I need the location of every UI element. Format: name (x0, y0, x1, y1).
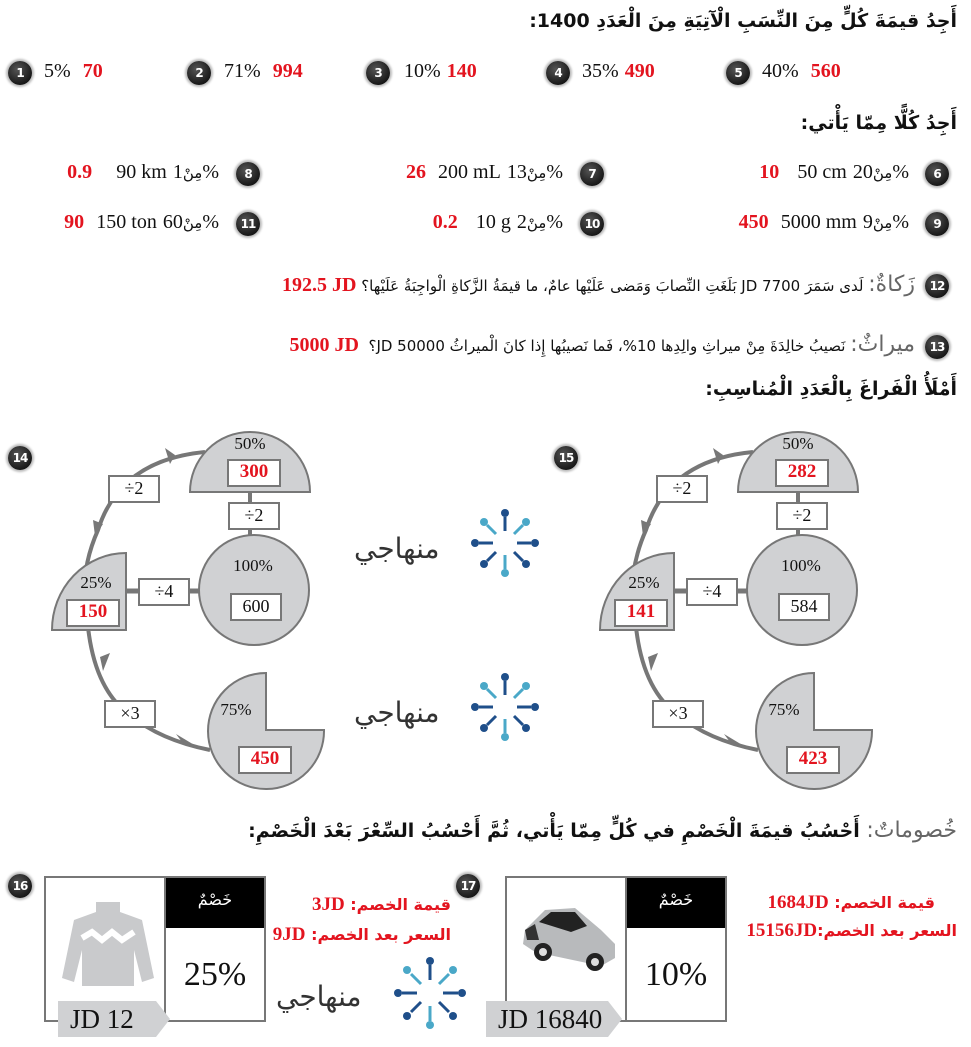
percent-value: 60% (162, 211, 219, 233)
operation-box: ÷2 (656, 475, 708, 503)
discount-value: 1684JD (767, 892, 829, 913)
problem-label: زَكاةٌ: (868, 272, 915, 297)
percent-value: 35% (582, 60, 619, 82)
of-word: مِنْ (182, 214, 203, 232)
problem-number-badge: 2 (187, 61, 211, 85)
answer-value: 560 (810, 60, 841, 82)
problem-8 (67, 161, 219, 184)
of-word: مِنْ (872, 164, 893, 182)
problem-number-badge: 3 (366, 61, 390, 85)
watermark-logo-icon (470, 672, 540, 742)
percent-value: 13% (506, 161, 563, 183)
percent-label-100: 100% (781, 556, 821, 575)
of-word: مِنْ (182, 164, 203, 182)
problem-number-badge: 10 (580, 212, 604, 236)
discount-percent: 10% (644, 956, 708, 993)
problem-number-badge: 4 (546, 61, 570, 85)
problem-11 (64, 211, 219, 234)
percent-label-50: 50% (234, 434, 266, 453)
discount-answers-16 (273, 894, 451, 946)
quantity: 50 cm (797, 161, 847, 183)
answer-value: 450 (738, 211, 769, 233)
problem-number-badge: 16 (8, 874, 32, 898)
operation-box: ×3 (652, 700, 704, 728)
answer-value: 490 (624, 60, 655, 82)
problem-number-badge: 15 (554, 446, 578, 470)
problem-number-badge: 5 (726, 61, 750, 85)
operation-box: ÷2 (776, 502, 828, 530)
answer-value: 5000 JD (289, 334, 359, 356)
problem-number-badge: 8 (236, 162, 260, 186)
discount-answers-17 (746, 892, 957, 942)
percent-label-50: 50% (782, 434, 814, 453)
percent-value: 40% (762, 60, 799, 82)
answer-box-25[interactable]: 141 (614, 599, 668, 627)
section2-heading: أَجِدُ كُلًّا مِمّا يَأْتي: (800, 112, 957, 134)
section4-heading (248, 818, 957, 843)
problem-text: لَدى سَمَرَ JD 7700 بَلَغَتِ النِّصابَ وَمَضى عَلَيْها عامٌ، ما قيمَةُ الزَّكاةِ الْواجِبَةُ عَلَيْها؟ (361, 277, 864, 295)
price-after-value: 9JD (272, 924, 306, 945)
answer-value: 0.2 (432, 211, 458, 233)
price-after-label: السعر بعد الخصم: (311, 925, 451, 944)
given-value-box: 584 (778, 593, 830, 621)
problem-9 (739, 211, 909, 234)
answer-value: 70 (82, 60, 103, 82)
problem-number-badge: 11 (236, 212, 260, 236)
quantity: 10 g (475, 211, 511, 233)
price-tag: JD 16840 (486, 1001, 608, 1037)
percent-label-25: 25% (628, 573, 660, 592)
of-word: مِنْ (526, 214, 547, 232)
problem-number-badge: 7 (580, 162, 604, 186)
word-problem-13 (289, 332, 915, 357)
section3-heading: أَمْلَأُ الْفَراغَ بِالْعَدَدِ الْمُناسِبِ: (705, 378, 957, 400)
watermark-text: منهاجي (354, 532, 440, 565)
section1-heading: أَجِدُ قيمَةَ كُلٍّ مِنَ النِّسَبِ الْآتِيَةِ مِنَ الْعَدَدِ 1400: (529, 10, 957, 32)
problem-number-badge: 1 (8, 61, 32, 85)
discount-label: خَصْمٌ (166, 878, 264, 928)
problem-label: ميراثٌ: (850, 332, 915, 357)
watermark-text: منهاجي (276, 980, 362, 1013)
sweater-icon (60, 898, 156, 990)
problem-number-badge: 12 (925, 274, 949, 298)
answer-box-50[interactable]: 282 (775, 459, 829, 487)
operation-box: ÷2 (108, 475, 160, 503)
problem-10 (433, 211, 563, 234)
answer-value: 0.9 (67, 161, 93, 183)
answer-box-50[interactable]: 300 (227, 459, 281, 487)
word-problem-12 (282, 272, 915, 297)
answer-box-25[interactable]: 150 (66, 599, 120, 627)
percent-label-75: 75% (768, 700, 800, 719)
problem-number-badge: 9 (925, 212, 949, 236)
problem-text: نَصيبُ خالِدَةَ مِنْ ميراثِ والِدِها 10%، فَما نَصيبُها إِذا كانَ الْميراثُ JD 50000؟ (368, 337, 846, 355)
quantity: 200 mL (438, 161, 501, 183)
problem-number-badge: 14 (8, 446, 32, 470)
price-tag: JD 12 (58, 1001, 156, 1037)
watermark-logo-icon (392, 955, 468, 1031)
operation-box: ÷4 (686, 578, 738, 606)
section4-instructions: أَحْسُبُ قيمَةَ الْخَصْمِ في كُلٍّ مِمّا يَأْتي، ثُمَّ أَحْسُبُ السِّعْرَ بَعْدَ الْخَصْمِ: (248, 820, 860, 842)
answer-value: 10 (759, 161, 780, 183)
percent-value: 1% (172, 161, 219, 183)
watermark-text: منهاجي (354, 696, 440, 729)
percent-cycle-diagram-15 (548, 420, 888, 800)
watermark-logo-icon (470, 508, 540, 578)
percent-value: 71% (224, 60, 261, 82)
problem-number-badge: 13 (925, 335, 949, 359)
quantity: 150 ton (96, 211, 157, 233)
percent-value: 20% (852, 161, 909, 183)
operation-box: ÷2 (228, 502, 280, 530)
percent-cycle-diagram-14 (0, 420, 340, 800)
given-value-box: 600 (230, 593, 282, 621)
problem-7 (406, 161, 563, 184)
section4-label: خُصوماتٌ: (866, 818, 957, 843)
percent-value: 10% (404, 60, 441, 82)
quantity: 90 km (116, 161, 167, 183)
discount-percent: 25% (183, 956, 247, 993)
problem-number-badge: 17 (456, 874, 480, 898)
answer-value: 26 (405, 161, 426, 183)
answer-box-75[interactable]: 450 (238, 746, 292, 774)
problem-6 (759, 161, 909, 184)
operation-box: ×3 (104, 700, 156, 728)
discount-value: 3JD (311, 894, 345, 915)
price-after-label: السعر بعد الخصم: (817, 921, 957, 940)
percent-label-25: 25% (80, 573, 112, 592)
problem-number-badge: 6 (925, 162, 949, 186)
discount-label: خَصْمٌ (627, 878, 725, 928)
answer-value: 994 (272, 60, 303, 82)
percent-label-75: 75% (220, 700, 252, 719)
percent-value: 5% (44, 60, 71, 82)
car-icon (515, 900, 619, 976)
answer-value: 140 (446, 60, 477, 82)
discount-value-label: قيمة الخصم: (834, 893, 935, 912)
percent-label-100: 100% (233, 556, 273, 575)
operation-box: ÷4 (138, 578, 190, 606)
price-after-value: 15156JD (746, 920, 818, 941)
answer-value: 192.5 JD (281, 274, 357, 296)
percent-value: 2% (516, 211, 563, 233)
quantity: 5000 mm (780, 211, 857, 233)
discount-value-label: قيمة الخصم: (350, 895, 451, 914)
answer-value: 90 (64, 211, 85, 233)
answer-box-75[interactable]: 423 (786, 746, 840, 774)
percent-value: 9% (862, 211, 909, 233)
of-word: مِنْ (872, 214, 893, 232)
of-word: مِنْ (526, 164, 547, 182)
